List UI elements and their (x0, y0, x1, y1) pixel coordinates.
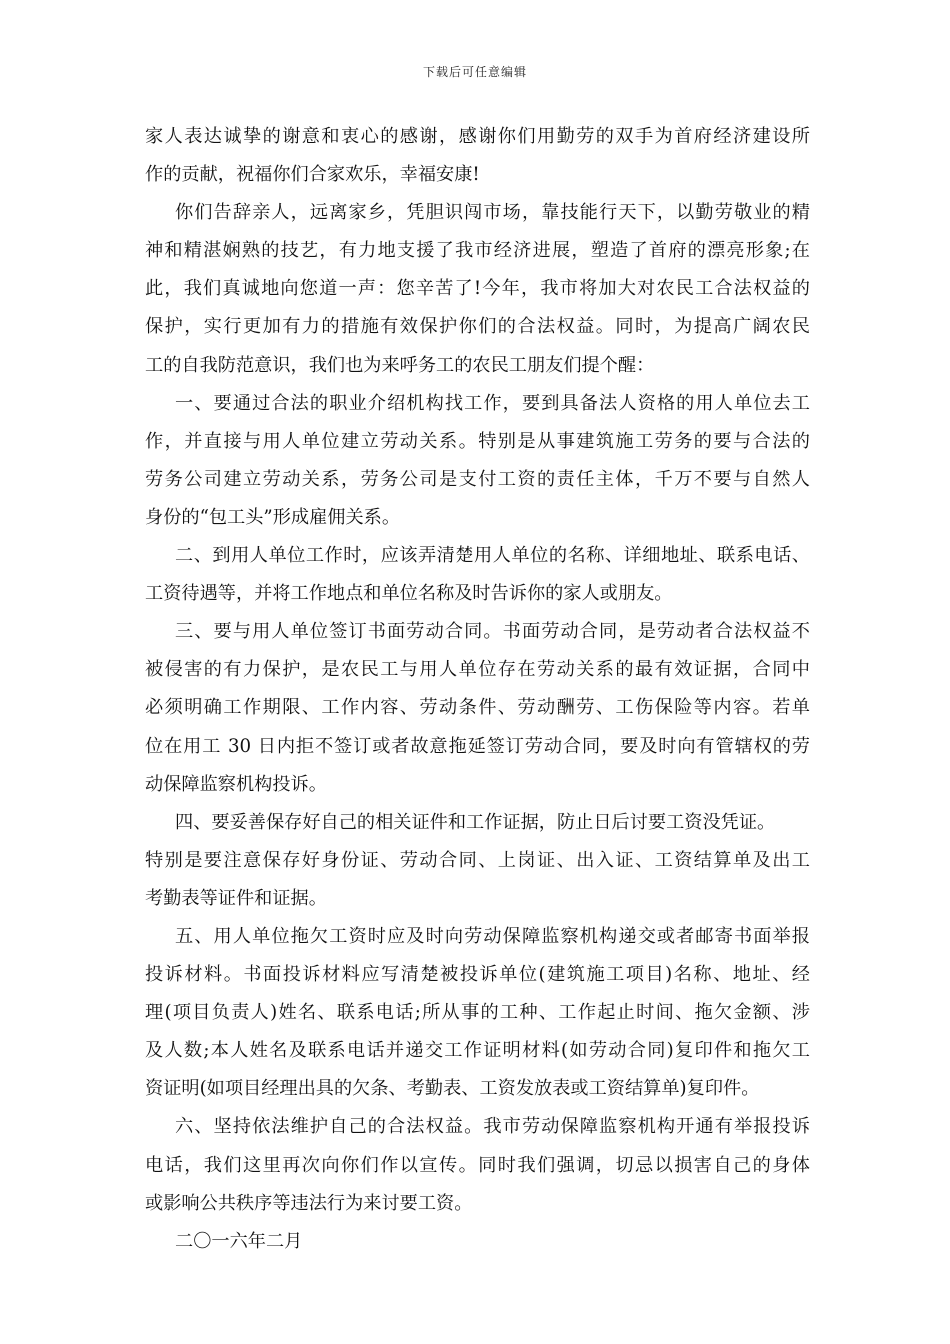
text-line: 作，并直接与用人单位建立劳动关系。特别是从事建筑施工劳务的要与合法的 (145, 430, 810, 452)
text-line: 二、到用人单位工作时，应该弄清楚用人单位的名称、详细地址、联系电话、 (175, 545, 810, 567)
text-line: 工资待遇等，并将工作地点和单位名称及时告诉你的家人或朋友。 (145, 583, 673, 605)
text-line: 四、要妥善保存好自己的相关证件和工作证据，防止日后讨要工资没凭证。 (175, 811, 776, 833)
text-line: 特别是要注意保存好身份证、劳动合同、上岗证、出入证、工资结算单及出工 (145, 849, 810, 871)
text-line: 家人表达诚挚的谢意和衷心的感谢，感谢你们用勤劳的双手为首府经济建设所 (145, 126, 810, 147)
text-line: 你们告辞亲人，远离家乡，凭胆识闯市场，靠技能行天下，以勤劳敬业的精 (175, 202, 810, 224)
text-line: 此，我们真诚地向您道一声：您辛苦了!今年，我市将加大对农民工合法权益的 (145, 278, 810, 300)
text-line: 工的自我防范意识，我们也为来呼务工的农民工朋友们提个醒： (145, 354, 655, 376)
text-line: 或影响公共秩序等违法行为来讨要工资。 (145, 1192, 473, 1214)
text-line: 身份的“包工头”形成雇佣关系。 (145, 506, 401, 528)
text-line: 三、要与用人单位签订书面劳动合同。书面劳动合同，是劳动者合法权益不 (175, 621, 810, 643)
text-line: 保护，实行更加有力的措施有效保护你们的合法权益。同时，为提高广阔农民 (145, 316, 810, 338)
text-line: 位在用工 30 日内拒不签订或者故意拖延签订劳动合同，要及时向有管辖权的劳 (145, 735, 810, 757)
text-line: 作的贡献，祝福你们合家欢乐，幸福安康! (145, 164, 480, 186)
text-line: 及人数;本人姓名及联系电话并递交工作证明材料(如劳动合同)复印件和拖欠工 (145, 1040, 810, 1062)
text-line: 劳务公司建立劳动关系，劳务公司是支付工资的责任主体，千万不要与自然人 (145, 468, 810, 490)
text-line: 六、坚持依法维护自己的合法权益。我市劳动保障监察机构开通有举报投诉 (175, 1116, 810, 1138)
text-line: 五、用人单位拖欠工资时应及时向劳动保障监察机构递交或者邮寄书面举报 (175, 925, 810, 947)
text-line: 神和精湛娴熟的技艺，有力地支援了我市经济进展，塑造了首府的漂亮形象;在 (145, 240, 810, 262)
text-line: 投诉材料。书面投诉材料应写清楚被投诉单位(建筑施工项目)名称、地址、经 (145, 964, 810, 986)
text-line: 资证明(如项目经理出具的欠条、考勤表、工资发放表或工资结算单)复印件。 (145, 1078, 760, 1100)
text-line: 被侵害的有力保护，是农民工与用人单位存在劳动关系的最有效证据，合同中 (145, 659, 810, 681)
text-line: 二〇一六年二月 (175, 1230, 303, 1252)
page-header: 下载后可任意编辑 (422, 65, 527, 79)
text-line: 电话，我们这里再次向你们作以宣传。同时我们强调，切忌以损害自己的身体 (145, 1154, 810, 1176)
text-line: 动保障监察机构投诉。 (145, 773, 327, 795)
text-line: 必须明确工作期限、工作内容、劳动条件、劳动酬劳、工伤保险等内容。若单 (145, 697, 810, 719)
text-line: 理(项目负责人)姓名、联系电话;所从事的工种、工作起止时间、拖欠金额、涉 (145, 1002, 810, 1024)
document-body (145, 118, 810, 1261)
text-line: 一、要通过合法的职业介绍机构找工作，要到具备法人资格的用人单位去工 (175, 392, 810, 414)
text-line: 考勤表等证件和证据。 (145, 887, 327, 909)
